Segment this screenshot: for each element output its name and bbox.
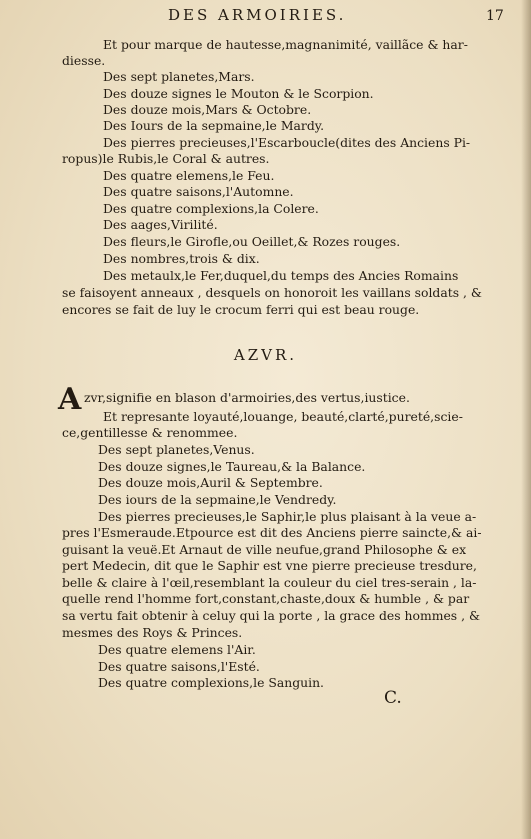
text-line: Et represante loyauté,louange, beauté,clarté,pureté,scie- bbox=[103, 409, 463, 424]
text-line: Des pierres precieuses,le Saphir,le plus plaisant à la veue a- bbox=[98, 509, 477, 524]
text-line: sa vertu fait obtenir à celuy qui la porte , la grace des hommes , & bbox=[62, 608, 481, 623]
running-head bbox=[0, 6, 531, 28]
text-line: Des douze signes le Mouton & le Scorpion. bbox=[103, 86, 374, 101]
text-line: Des douze signes,le Taureau,& la Balance. bbox=[98, 459, 366, 474]
catchword: C. bbox=[384, 688, 402, 708]
text-line: se faisoyent anneaux , desquels on honoroit les vaillans soldats , & bbox=[62, 285, 482, 300]
text-line: Des nombres,trois & dix. bbox=[103, 251, 260, 266]
text-line: Des iours de la sepmaine,le Vendredy. bbox=[98, 492, 337, 507]
text-line: Des quatre saisons,l'Automne. bbox=[103, 184, 294, 199]
text-line: ce,gentillesse & renommee. bbox=[62, 425, 238, 440]
text-line: belle & claire à l'œil,resemblant la couleur du ciel tres-serain , la- bbox=[62, 575, 477, 590]
text-line: Des fleurs,le Girofle,ou Oeillet,& Rozes rouges. bbox=[103, 234, 401, 249]
text-line: pert Medecin, dit que le Saphir est vne pierre precieuse tresdure, bbox=[62, 558, 477, 573]
section-heading: AZVR. bbox=[233, 346, 298, 364]
text-line: zvr,signifie en blason d'armoiries,des vertus,iustice. bbox=[84, 390, 410, 405]
drop-cap: A bbox=[58, 382, 82, 417]
text-line: Et pour marque de hautesse,magnanimité, vaillãce & har- bbox=[103, 37, 468, 52]
text-line: Des douze mois,Auril & Septembre. bbox=[98, 475, 323, 490]
text-line: Des quatre elemens,le Feu. bbox=[103, 168, 275, 183]
text-line: Des quatre saisons,l'Esté. bbox=[98, 659, 260, 674]
text-line: mesmes des Roys & Princes. bbox=[62, 625, 243, 640]
text-line: pres l'Esmeraude.Etpource est dit des Anciens pierre saincte,& ai- bbox=[62, 525, 482, 540]
text-line: encores se fait de luy le crocum ferri qui est beau rouge. bbox=[62, 302, 420, 317]
text-line: Des quatre complexions,le Sanguin. bbox=[98, 675, 324, 690]
text-line: ropus)le Rubis,le Coral & autres. bbox=[62, 151, 270, 166]
running-head-title: DES ARMOIRIES. bbox=[168, 6, 347, 24]
text-line: Des pierres precieuses,l'Escarboucle(dites des Anciens Pi- bbox=[103, 135, 471, 150]
text-line: Des douze mois,Mars & Octobre. bbox=[103, 102, 312, 117]
text-line: Des sept planetes,Mars. bbox=[103, 69, 255, 84]
text-line: Des Iours de la sepmaine,le Mardy. bbox=[103, 118, 325, 133]
text-line: Des sept planetes,Venus. bbox=[98, 442, 255, 457]
text-line: Des aages,Virilité. bbox=[103, 217, 218, 232]
text-line: quelle rend l'homme fort,constant,chaste,doux & humble , & par bbox=[62, 591, 470, 606]
text-line: Des metaulx,le Fer,duquel,du temps des Ancies Romains bbox=[103, 268, 459, 283]
text-line: guisant la veuë.Et Arnaut de ville neufue,grand Philosophe & ex bbox=[62, 542, 467, 557]
text-line: diesse. bbox=[62, 53, 106, 68]
text-line: Des quatre complexions,la Colere. bbox=[103, 201, 319, 216]
text-line: Des quatre elemens l'Air. bbox=[98, 642, 256, 657]
page-number: 17 bbox=[486, 8, 504, 24]
